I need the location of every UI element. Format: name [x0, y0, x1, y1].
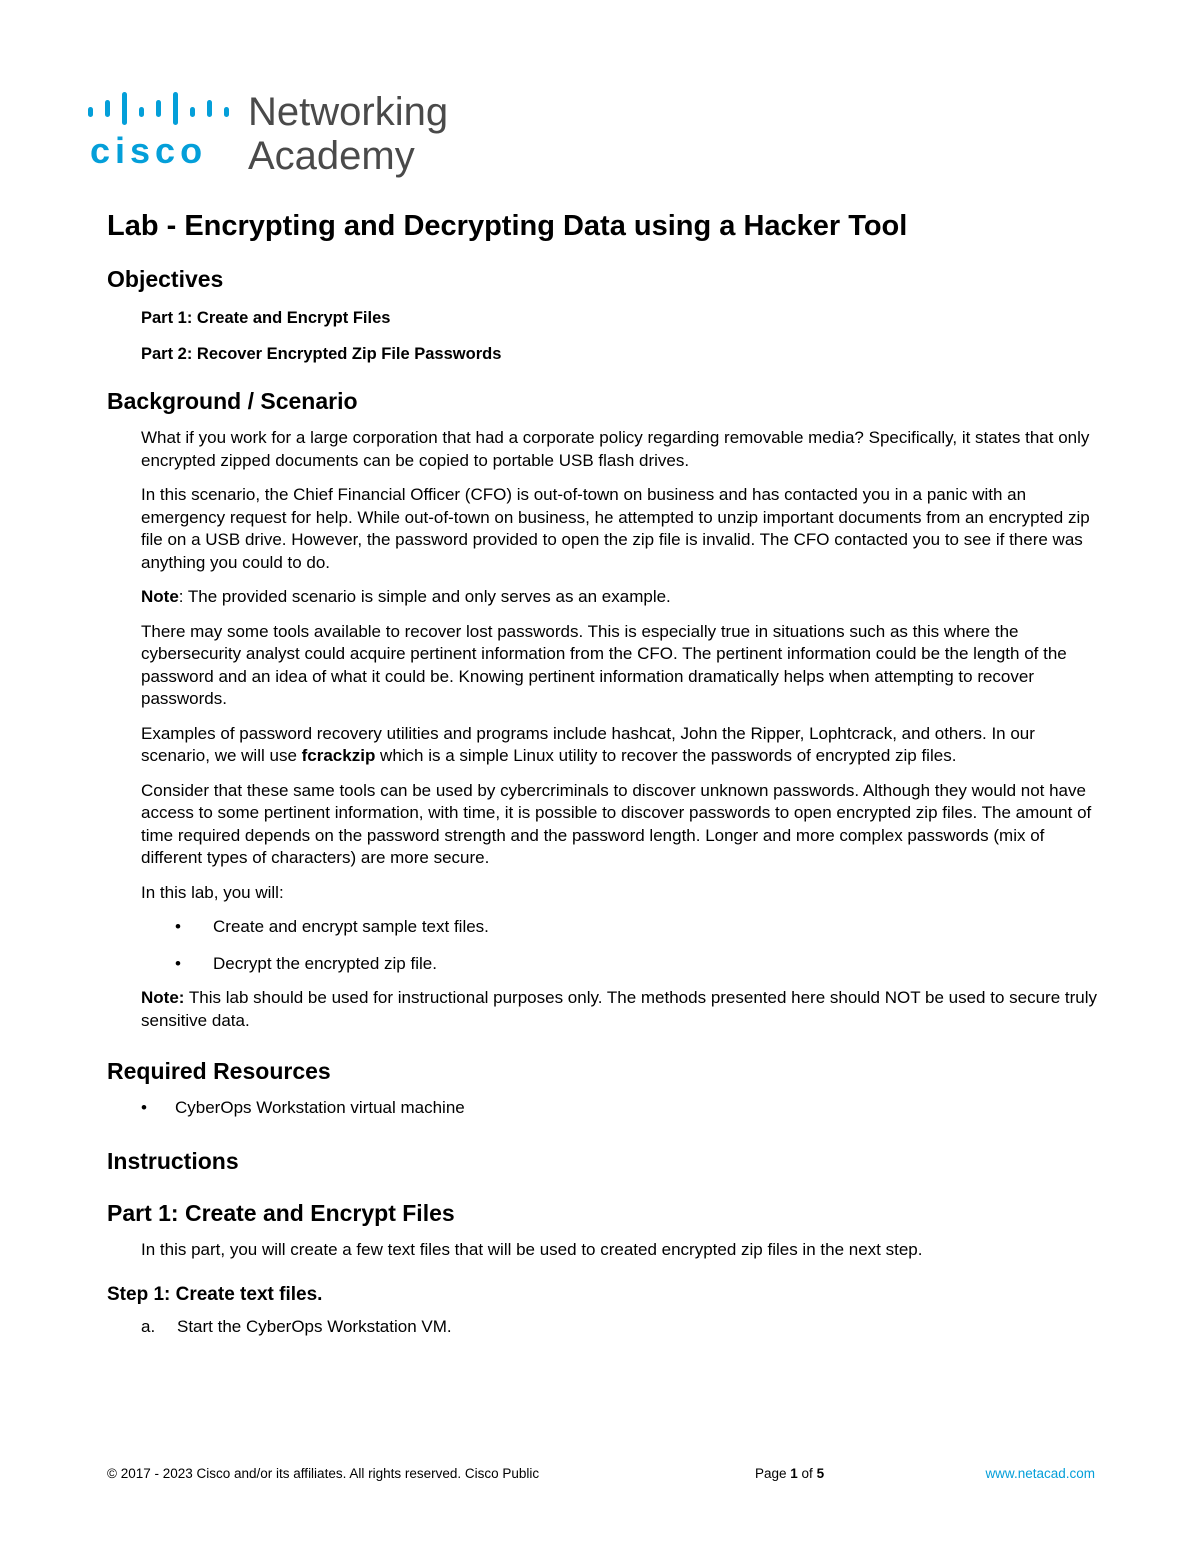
page-label: Page — [755, 1466, 791, 1481]
step1-list — [141, 1316, 1097, 1339]
list-item — [175, 953, 1097, 976]
note-text: This lab should be used for instructional purposes only. The methods presented here should NOT be used to secure truly sensitive data. — [141, 988, 1097, 1030]
instructions-heading: Instructions — [107, 1147, 239, 1174]
bullet-icon: • — [175, 953, 181, 973]
note-paragraph — [141, 586, 1097, 609]
background-paragraph: In this lab, you will: — [141, 882, 284, 902]
copyright-text: © 2017 - 2023 Cisco and/or its affiliates. All rights reserved. Cisco Public — [107, 1466, 540, 1481]
tool-name: fcrackzip — [301, 746, 376, 765]
part1-heading: Part 1: Create and Encrypt Files — [107, 1199, 455, 1226]
list-item-text: CyberOps Workstation virtual machine — [175, 1098, 465, 1117]
note-paragraph — [141, 987, 1097, 1032]
page-total: 5 — [816, 1466, 825, 1481]
list-item-text: Decrypt the encrypted zip file. — [213, 953, 437, 973]
website-link[interactable]: www.netacad.com — [985, 1466, 1095, 1481]
paragraph-text: Examples of password recovery utilities and programs include hashcat, John the Ripper, Lophtcrack, and others. In our scenario, we will use — [141, 723, 1035, 765]
objective-item: Part 2: Recover Encrypted Zip File Passwords — [141, 344, 502, 363]
list-item — [141, 1316, 1097, 1339]
objectives-heading: Objectives — [107, 266, 224, 292]
background-paragraph: Consider that these same tools can be used by cybercriminals to discover unknown passwords. Although they would not have access to some pertinent information, with time, it is possible to discover passwords to open encrypted zip files. The amount of time required depends on the password strength and the password length. Longer and more complex passwords (mix of different types of characters) are more secure. — [141, 780, 1092, 867]
list-item-text: Start the CyberOps Workstation VM. — [177, 1317, 452, 1336]
resources-list — [141, 1097, 1097, 1120]
list-item-text: Create and encrypt sample text files. — [213, 917, 489, 936]
cisco-bars-icon — [86, 90, 236, 126]
background-paragraph — [141, 723, 1097, 768]
page-number — [755, 1466, 824, 1481]
background-paragraph: What if you work for a large corporation that had a corporate policy regarding removable media? Specifically, it states that only encrypted zipped documents can be copied to portable USB flash drives. — [141, 428, 1090, 470]
lab-goals-list — [175, 916, 1097, 975]
objective-item: Part 1: Create and Encrypt Files — [141, 309, 391, 327]
background-paragraph: There may some tools available to recover lost passwords. This is especially true in situations such as this where the cybersecurity analyst could acquire pertinent information from the CFO. The pertinent information could be the length of the password and an idea of what it could be. Knowing pertinent information dramatically helps when attempting to recover passwords. — [141, 621, 1067, 708]
step1-heading: Step 1: Create text files. — [107, 1284, 323, 1305]
page-current: 1 — [790, 1466, 798, 1481]
bullet-icon: • — [175, 917, 181, 936]
cisco-networking-academy-logo — [86, 90, 486, 180]
page-footer — [107, 1466, 1095, 1486]
list-item — [141, 1097, 1097, 1120]
resources-heading: Required Resources — [107, 1058, 331, 1084]
academy-wordmark — [248, 90, 448, 178]
bullet-icon: • — [141, 1098, 147, 1117]
note-label: Note — [141, 587, 179, 606]
background-paragraph: In this scenario, the Chief Financial Officer (CFO) is out-of-town on business and has contacted you in a panic with an emergency request for help. While out-of-town on business, he attempted to unzip important documents from an encrypted zip file on a USB drive. However, the password provided to open the zip file is invalid. The CFO contacted you to see if there was anything you could to do. — [141, 485, 1090, 572]
cisco-wordmark: cisco — [90, 130, 208, 171]
part1-paragraph: In this part, you will create a few text files that will be used to created encrypted zip files in the next step. — [141, 1239, 923, 1259]
list-marker: a. — [141, 1317, 156, 1336]
background-heading: Background / Scenario — [107, 388, 358, 414]
note-text: : The provided scenario is simple and only serves as an example. — [178, 587, 671, 606]
page-of: of — [797, 1466, 817, 1481]
note-label: Note: — [141, 988, 185, 1007]
paragraph-text: which is a simple Linux utility to recover the passwords of encrypted zip files. — [375, 746, 957, 765]
logo-line-academy: Academy — [248, 134, 415, 178]
document-body — [107, 266, 1097, 1339]
list-item — [175, 916, 1097, 939]
document-title: Lab - Encrypting and Decrypting Data using a Hacker Tool — [107, 210, 908, 242]
logo-line-networking: Networking — [248, 90, 449, 134]
